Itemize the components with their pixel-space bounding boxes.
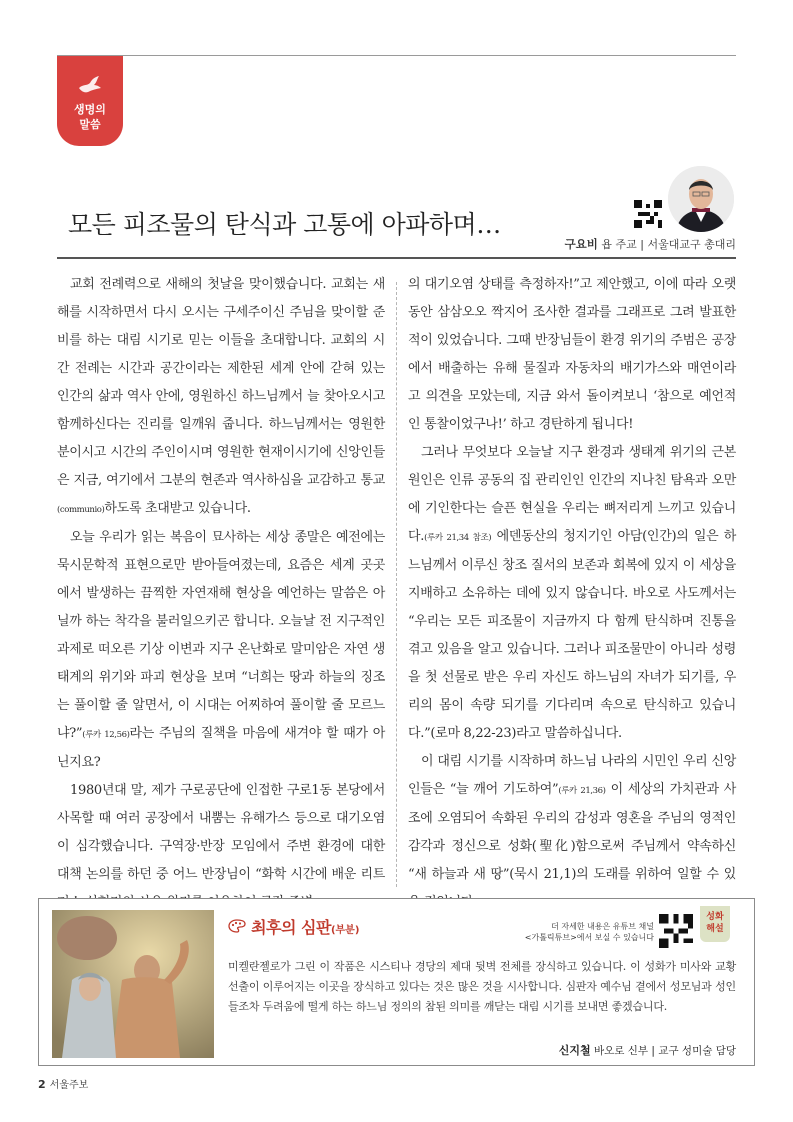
- palette-icon: [228, 919, 246, 933]
- dove-icon: [77, 74, 103, 98]
- art-commentary-tag: 성화 해설: [700, 906, 730, 942]
- qr-code-icon[interactable]: [659, 914, 693, 948]
- art-title: [228, 915, 359, 938]
- author-office: 서울대교구 총대리: [647, 238, 736, 251]
- paragraph: 의 대기오염 상태를 측정하자!”고 제안했고, 이에 따라 오랫동안 삼삼오오 짝지어 조사한 결과를 그래프로 그려 발표한 적이 있었습니다. 그때 반장님들이 환경 위기의 주범은 공장에서 배출하는 유해 물질과 자동차의 배기가스와 매연이라고 의견을 모았는데, 지금 와서 돌이켜보니 ‘참으로 예언적인 통찰이었구나!’ 하고 경탄하게 됩니다!: [408, 277, 736, 432]
- top-rule: [57, 55, 736, 56]
- publication-name: 서울주보: [49, 1080, 89, 1091]
- signature-name: 신지철: [558, 1044, 591, 1057]
- art-title-suffix: (부분): [330, 925, 360, 936]
- page-title: 모든 피조물의 탄식과 고통에 아파하며…: [68, 210, 501, 239]
- art-description: 미켈란젤로가 그린 이 작품은 시스티나 경당의 제대 뒷벽 전체를 장식하고 있습니다. 이 성화가 미사와 교황 선출이 이루어지는 이곳을 장식하고 있다는 것은 많은 것을 시사합니다. 심판자 예수님 곁에서 성모님과 성인들조차 두려움에 떨게 하는 하느님 정의의 참된 의미를 깨닫는 대림 시기를 보내면 좋겠습니다.: [228, 960, 736, 1013]
- youtube-note: 더 자세한 내용은 유튜브 채널 <가톨릭튜브>에서 보실 수 있습니다: [524, 922, 654, 942]
- author-portrait: [668, 166, 734, 232]
- paragraph: 교회 전례력으로 새해의 첫날을 맞이했습니다. 교회는 새해를 시작하면서 다시 오시는 구세주이신 주님을 맞이할 준비를 하는 대림 시기로 믿는 이들을 초대합니다. 교회의 시간 전례는 시간과 공간이라는 제한된 세계 안에 갇혀 있는 인간의 삶과 역사 안에, 영원하신 하느님께서 늘 찾아오시고 함께하신다는 진리를 일깨워 줍니다. 하느님께서는 영원한 분이시고 시간의 주인이시며 영원한 현재이시기에 신앙인들은 지금, 여기에서 그분의 현존과 역사하심을 교감하고 통교(communio)하도록 초대받고 있습니다.: [57, 277, 385, 516]
- page-number: 2: [38, 1078, 46, 1091]
- art-signature: [559, 1042, 736, 1058]
- title-rule: [57, 257, 736, 259]
- badge-line-2: 말씀: [79, 118, 101, 131]
- badge-line-1: 생명의: [74, 103, 106, 116]
- author-separator: |: [640, 238, 644, 251]
- qr-code-icon[interactable]: [634, 200, 662, 228]
- paragraph: 이 대림 시기를 시작하며 하느님 나라의 시민인 우리 신앙인들은 “늘 깨어 기도하여”(루카 21,36) 이 세상의 가치관과 사조에 오염되어 속화된 우리의 감성과 영혼을 주님의 영적인 감각과 정신으로 성화(聖化)함으로써 주님께서 약속하신 “새 하늘과 새 땅”(묵시 21,1)의 도래를 위하여 일할 수 있: [408, 754, 736, 882]
- column-divider: [396, 282, 397, 887]
- signature-separator: |: [651, 1045, 655, 1057]
- author-name: 구요비: [564, 237, 598, 251]
- paragraph: 그러나 무엇보다 오늘날 지구 환경과 생태계 위기의 근본 원인은 인류 공동의 집 관리인인 인간의 지나친 탐욕과 오만에 기인한다는 슬픈 현실을 우리는 뼈저리게 느끼고 있습니다.(루카 21,34 참조) 에덴동산의 청지기인 아담(인간)의 일은 하느님께서 이루신 창조 질서의 보존과 회복에 있지 이 세상을 지배하고 소유하는 데에 있지 않습니다. 바오로 사도께서는 “우리는 모든 피조물이 지금까지 다 함께 탄식하며 진통을 겪고 있음을 알고 있습니다. 그러나 피조물만이 아니라 성령을 첫 선물로 받은 우리 자신도 하느님의 자녀가 되기를, 우리의 몸이 속량 되기를 기다리며 속으로 탄식하고 있습니다.”(로마 8,22-23)라고 말씀하십니다.: [408, 445, 737, 741]
- painting-image: [52, 910, 214, 1058]
- page-footer: [38, 1076, 88, 1091]
- author-byline: [565, 236, 736, 252]
- right-column: [408, 271, 736, 917]
- section-badge: [57, 56, 123, 146]
- signature-office: 교구 성미술 담당: [658, 1045, 736, 1057]
- paragraph: 1980년대 말, 제가 구로공단에 인접한 구로1동 본당에서 사목할 때 여러 공장에서 내뿜는 유해가스 등으로 대기오염이 심각했습니다. 구역장·반장 모임에서 주변 환경에 대한 대책 논의를 하던 중 어느 반장님이 “화학 시간에 배운 리트: [57, 783, 385, 882]
- left-column: [57, 271, 385, 917]
- author-role: 욥 주교: [601, 238, 637, 251]
- signature-role: 바오로 신부: [594, 1045, 649, 1057]
- art-title-main: 최후의 심판: [251, 918, 331, 937]
- paragraph: 오늘 우리가 읽는 복음이 묘사하는 세상 종말은 예전에는 묵시문학적 표현으로만 받아들여졌는데, 요즘은 세계 곳곳에서 발생하는 끔찍한 자연재해 현상을 예언하는 말씀은 아닐까 하는 착각을 불러일으키곤 합니다. 오늘날 전 지구적인 과제로 떠오른 기상 이변과 지구 온난화로 말미암은 자연 생태계의 위기와 파괴 현상을 보며 “너희는 땅과 하늘의 징조는 풀이할 줄 알면서, 이 시대는 어찌하여 풀이할 줄 모르느냐?”(루카 12,56)라는 주님의 질책을 마음에 새겨야 할 때가 아닌지요?: [57, 530, 385, 770]
